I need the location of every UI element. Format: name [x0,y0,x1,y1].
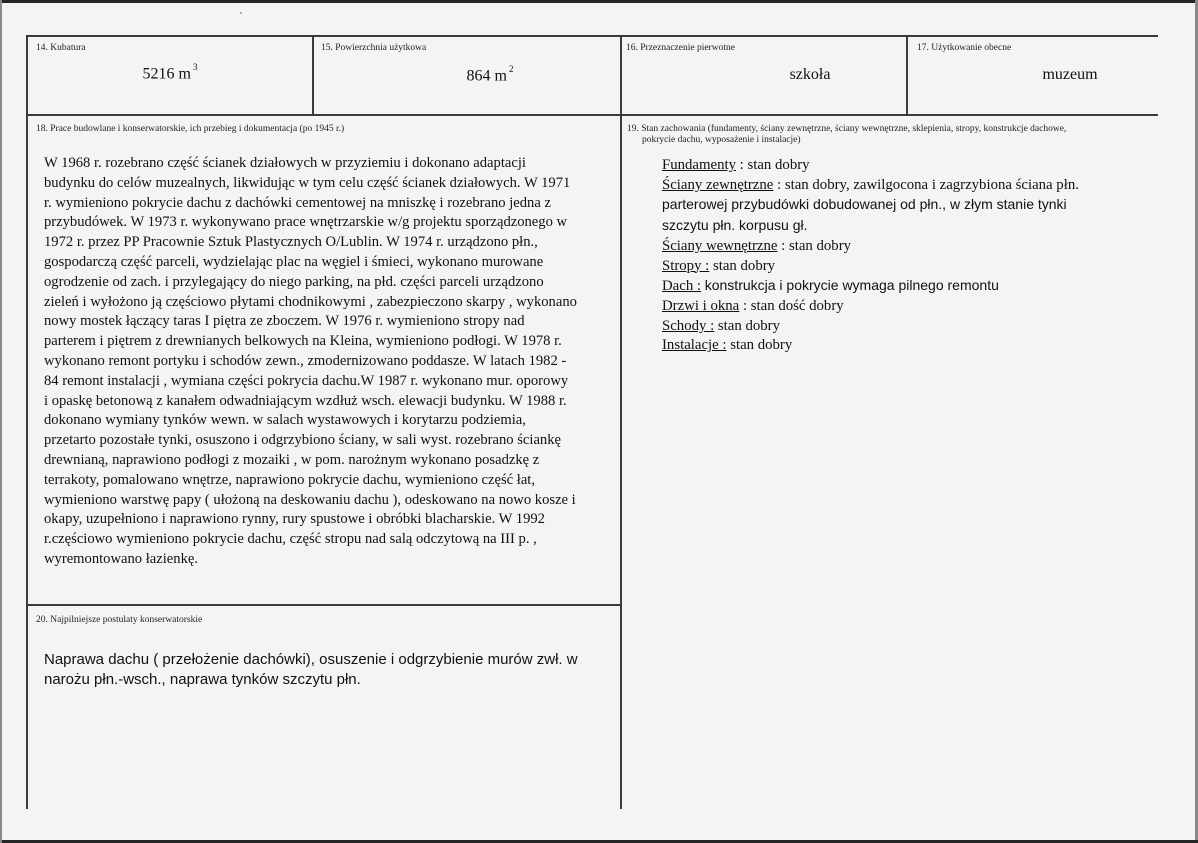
postulaty-text [44,650,604,690]
grid-line-middle [620,35,622,809]
uzytkowanie-label: 17. Użytkowanie obecne [917,43,1012,53]
stan-label-line2: pokrycie dachu, wyposażenie i instalacje) [642,135,801,145]
prace-line: budynku do celów muzealnych, likwidując w tym celu część ścianek działowych. W 1971 [44,174,571,191]
prace-line: i opaskę betonową z kanałem odwadniającym wzdłuż wsch. elewacji budynku. W 1988 r. [44,392,567,409]
prace-line: r.częściowo wymieniono pokrycie dachu, część stropu nad salą odczytową na III p. , [44,531,537,548]
powierzchnia-label: 15. Powierzchnia użytkowa [321,43,427,53]
grid-line-col1 [312,35,314,115]
grid-line-row2-left [26,604,622,606]
stan-item-drzwi-okna: Drzwi i okna : stan dość dobry [662,297,844,314]
card-border-top [0,0,1198,3]
prace-line: wymieniono warstwę papy ( ułożoną na deskowaniu dachu ), odeskowano na nowo kosze i [44,491,576,508]
prace-line: W 1968 r. rozebrano część ścianek działowych w przyziemiu i dokonano adaptacji [44,155,526,171]
prace-line: terrakoty, pomalowano wnętrze, naprawiono pokrycie dachu, wymieniono część łat, [44,471,536,488]
stan-item-stropy: Stropy : stan dobry [662,257,776,274]
grid-line-top [26,35,1158,37]
stan-label-line1: 19. Stan zachowania (fundamenty, ściany zewnętrzne, ściany wewnętrzne, sklepienia, stropy, konstrukcje dachowe, [627,124,1067,134]
prace-line: gospodarczą część parceli, wydzielając plac na węgiel i śmieci, wykonano murowane [44,253,544,270]
przeznaczenie-value: szkoła [789,66,831,83]
uzytkowanie-value: muzeum [1042,66,1098,83]
stan-item-instalacje: Instalacje : stan dobry [662,337,793,354]
postulaty-line: Naprawa dachu ( przełożenie dachówki), osuszenie i odgrzybienie murów zwł. w [44,651,578,668]
kubatura-value: 5216 m $^3$ [142,62,198,83]
prace-label: 18. Prace budowlane i konserwatorskie, ich przebieg i dokumentacja (po 1945 r.) [36,124,345,134]
prace-text [44,154,600,570]
stan-list [662,156,1132,356]
prace-line: przybudówek. W 1973 r. wykonywano prace wnętrzarskie w/g projektu sporządzonego w [44,214,568,231]
powierzchnia-value: 864 m $^2$ [466,64,514,85]
stan-item-sciany-zewnetrzne: Ściany zewnętrzne : stan dobry, zawilgocona i zagrzybiona ściana płn. [662,176,1079,193]
prace-line: zieleń i wyłożono ją częściowo płytami chodnikowymi , zabezpieczono skarpy , wykonano [44,293,577,310]
postulaty-line: narożu płn.-wsch., naprawa tynków szczytu płn. [44,671,361,688]
prace-line: 84 remont instalacji , wymiana części pokrycia dachu.W 1987 r. wykonano mur. oporowy [44,372,569,389]
przeznaczenie-label: 16. Przeznaczenie pierwotne [626,43,735,53]
stan-item-schody: Schody : stan dobry [662,317,780,334]
stan-item-fundamenty: Fundamenty : stan dobry [662,157,810,173]
stan-item-sciany-wewnetrzne: Ściany wewnętrzne : stan dobry [662,237,852,254]
card-border-left [0,0,2,843]
prace-line: r. wymieniono pokrycie dachu z dachówki cementowej na mniszkę i rozebrano jedna z [44,194,551,211]
stan-item-continuation: parterowej przybudówki dobudowanej od płn., w złym stanie tynki [662,196,1067,213]
prace-line: drewnianą, naprawiono podłogi z mozaiki , w pom. narożnym wykonano posadzkę z [44,451,540,468]
prace-line: wyremontowano łazienkę. [44,550,198,567]
prace-line: nowy mostek łączący taras I piętra ze zboczem. W 1976 r. wymieniono stropy nad [44,313,525,330]
prace-line: 1972 r. przez PP Pracownie Sztuk Plastycznych O/Lublin. W 1974 r. urządzono płn., [44,234,538,251]
kubatura-label: 14. Kubatura [36,43,86,53]
prace-line: okapy, uzupełniono i naprawiono rynny, rury spustowe i obróbki blacharskie. W 1992 [44,511,545,528]
postulaty-label: 20. Najpilniejsze postulaty konserwatorskie [36,615,203,625]
prace-line: parterem i piętrem z drewnianych belkowych na Kleina, wymieniono podłogi. W 1978 r. [44,333,562,350]
prace-line: ogrodzenie od zach. i przylegający do niego parking, na płd. części parceli urządzono [44,273,544,290]
scan-speck [240,12,242,14]
grid-line-row1 [26,114,1158,116]
stan-item-continuation: szczytu płn. korpusu gł. [662,217,808,234]
stan-label [627,124,1147,146]
stan-item-dach: Dach : konstrukcja i pokrycie wymaga pilnego remontu [662,277,999,295]
prace-line: przetarto pozostałe tynki, osuszono i odgrzybiono ściany, w sali wyst. rozebrano ściankę [44,432,561,449]
prace-line: dokonano wymiany tynków wewn. w salach wystawowych i korytarzu podziemia, [44,412,526,429]
grid-line-left [26,35,28,809]
prace-line: wykonano remont portyku i schodów zewn., zmodernizowano poddasze. W latach 1982 - [44,352,567,369]
